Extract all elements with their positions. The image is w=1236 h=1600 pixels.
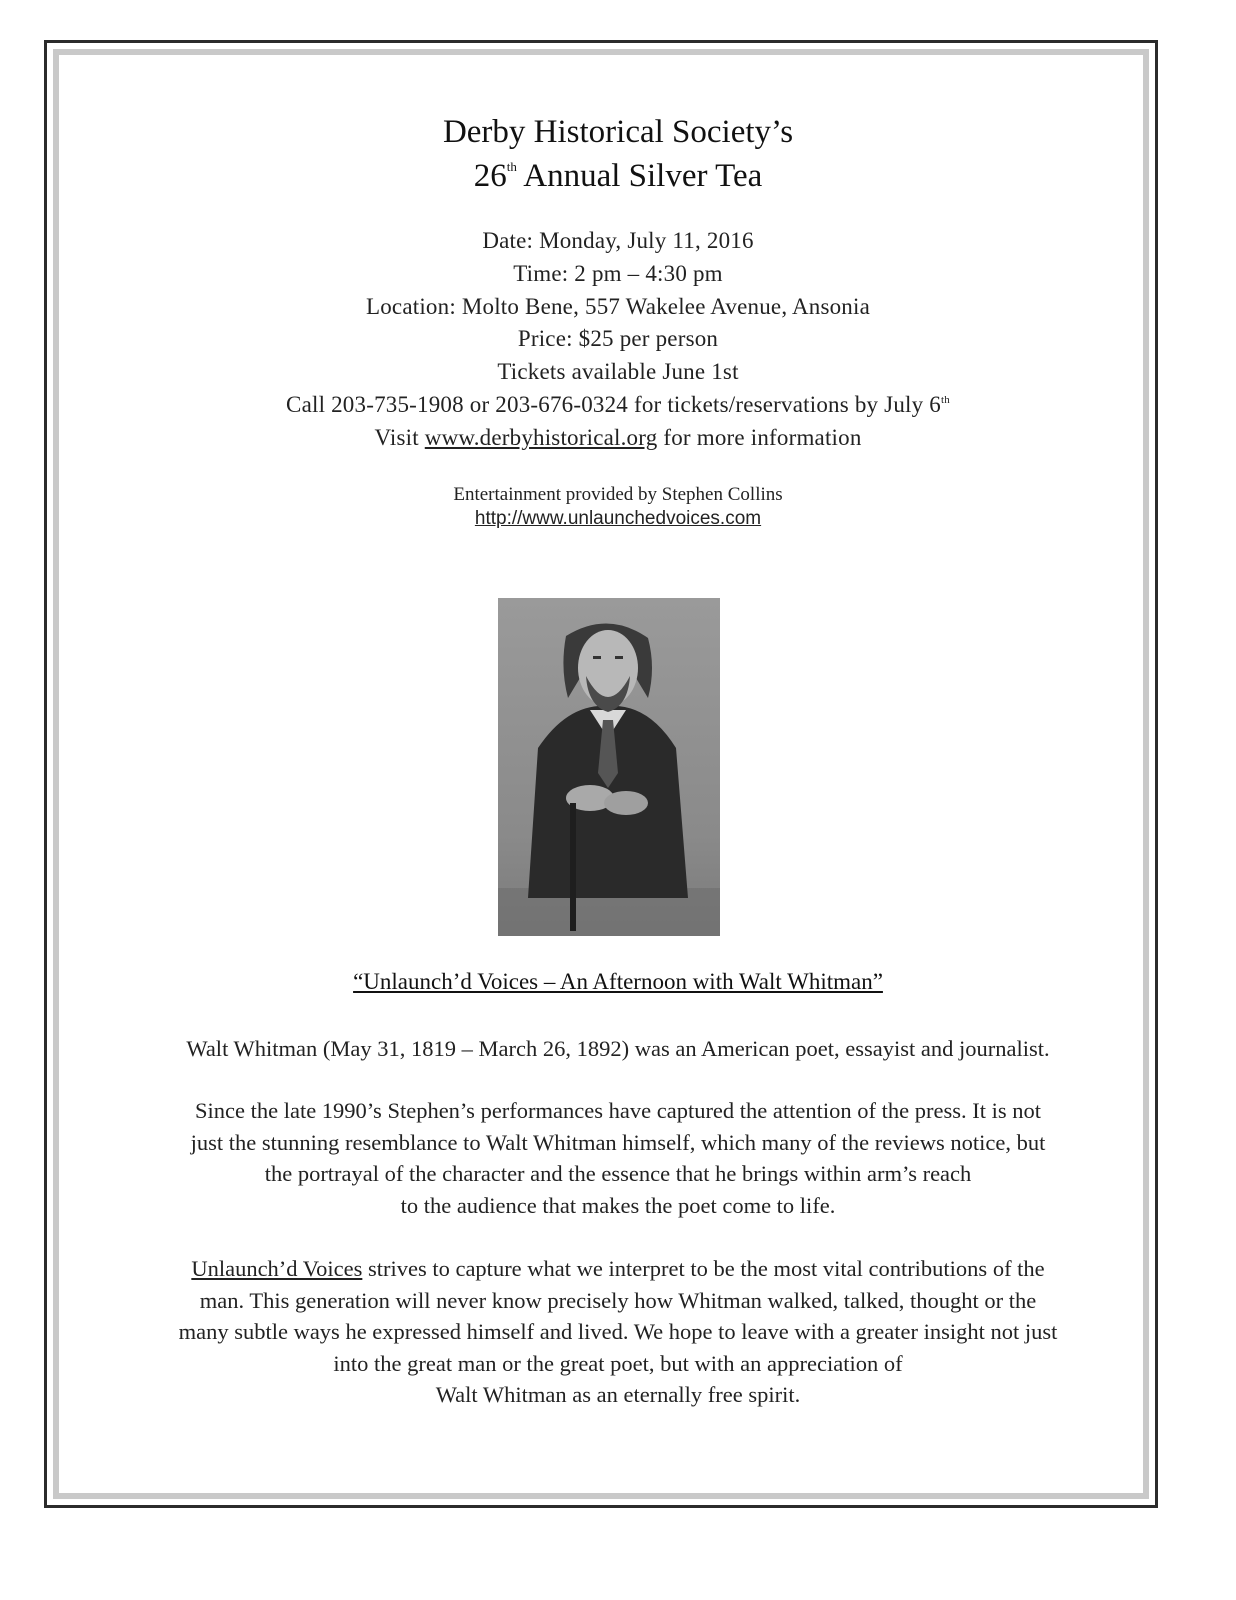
bio-text: Walt Whitman (May 31, 1819 – March 26, 1892) was an American poet, essayist and journalist. — [186, 1036, 1050, 1061]
call-text: Call 203-735-1908 or 203-676-0324 for tickets/reservations by July 6 — [286, 391, 941, 417]
title-rest: Annual Silver Tea — [516, 158, 763, 194]
entertainment-text: Entertainment provided by Stephen Collins — [453, 484, 783, 505]
performance-paragraph — [0, 1095, 1236, 1221]
mission-paragraph — [0, 1253, 1236, 1411]
paragraph-line: many subtle ways he expressed himself and lived. We hope to leave with a greater insight not just — [178, 1319, 1058, 1344]
event-location: Location: Molto Bene, 557 Wakelee Avenue, Ansonia — [365, 293, 871, 319]
event-time: Time: 2 pm – 4:30 pm — [513, 260, 723, 286]
event-date: Date: Monday, July 11, 2016 — [482, 228, 754, 253]
event-details — [0, 225, 1236, 455]
program-name-underlined: Unlaunch’d Voices — [191, 1256, 363, 1281]
bio-paragraph — [0, 1033, 1236, 1065]
visit-prefix: Visit — [374, 424, 425, 450]
performer-photo — [498, 598, 720, 936]
paragraph-line: into the great man or the great poet, but with an appreciation of — [333, 1350, 903, 1376]
visit-suffix: for more information — [657, 424, 862, 450]
entertainer-website-link[interactable]: http://www.unlaunchedvoices.com — [474, 508, 762, 529]
paragraph-line — [0, 1253, 1236, 1285]
event-call — [0, 389, 1236, 422]
paragraph-line-rest: strives to capture what we interpret to be the most vital contributions of the — [362, 1256, 1045, 1281]
event-tickets: Tickets available June 1st — [497, 359, 739, 385]
title-ordinal: th — [506, 159, 517, 174]
paragraph-line: just the stunning resemblance to Walt Whitman himself, which many of the reviews notice, but — [190, 1129, 1046, 1155]
title-line-2 — [0, 154, 1236, 198]
program-title: “Unlaunch’d Voices – An Afternoon with Walt Whitman” — [353, 969, 883, 994]
title-number: 26 — [473, 158, 507, 194]
call-ordinal: th — [940, 393, 950, 406]
paragraph-line: to the audience that makes the poet come to life. — [400, 1192, 836, 1218]
entertainment-credit — [0, 483, 1236, 531]
title-line-1: Derby Historical Society’s — [442, 114, 794, 150]
paragraph-line: man. This generation will never know precisely how Whitman walked, talked, thought or the — [199, 1287, 1037, 1313]
paragraph-line: Walt Whitman as an eternally free spirit. — [435, 1382, 801, 1407]
event-price: Price: $25 per person — [517, 326, 719, 352]
paragraph-line: the portrayal of the character and the essence that he brings within arm’s reach — [264, 1161, 972, 1186]
flyer-title — [0, 110, 1236, 198]
performer-portrait-image — [498, 598, 720, 936]
website-link[interactable]: www.derbyhistorical.org — [424, 424, 658, 450]
paragraph-line: Since the late 1990’s Stephen’s performances have captured the attention of the press. It is not — [194, 1098, 1041, 1123]
event-visit — [0, 422, 1236, 455]
